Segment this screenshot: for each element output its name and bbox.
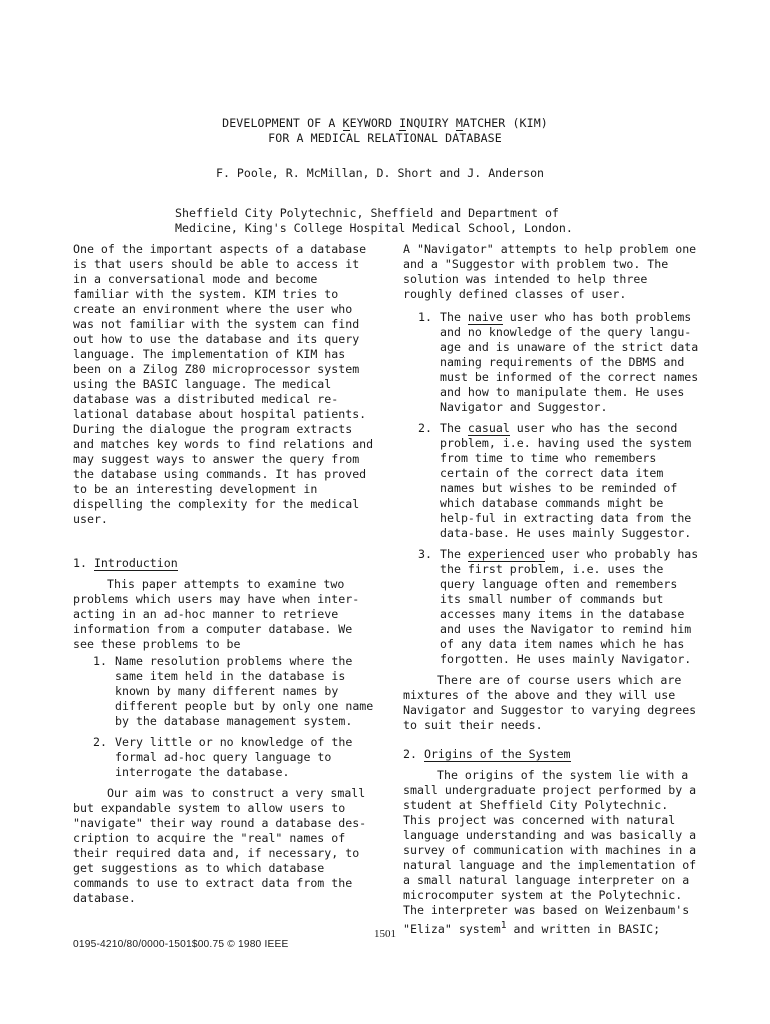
title-line-1: DEVELOPMENT OF A KEYWORD INQUIRY MATCHER (KIM) xyxy=(222,116,548,130)
section-heading-origins: 2. Origins of the System xyxy=(403,747,571,761)
list-item: 1. Name resolution problems where the same item held in the database is known by many different names by different people but by only one name by the database management system. xyxy=(93,654,374,728)
paper-title xyxy=(0,116,770,146)
affiliation-line-1: Sheffield City Polytechnic, Sheffield and Department of xyxy=(175,206,559,220)
problem-list xyxy=(73,654,375,780)
origins-paragraph: The origins of the system lie with a small undergraduate project performed by a student at Sheffield City Polytechnic. This project was concerned with natural language understanding and was basically a survey of communication with machines in a natural language and the implementation of a small natural language interpreter on a microcomputer system at the Polytechnic. The interpreter was based on Weizenbaum's "Eliza" system$^1$ and written in BASIC; xyxy=(403,768,697,936)
page-number: 1501 xyxy=(374,928,396,940)
affiliation xyxy=(175,206,735,236)
intro-paragraph-2: Our aim was to construct a very small but expandable system to allow users to "navigate" their way round a database des-cription to acquire the "real" names of their required data and, if necessary, to get suggestions as to which database commands to use to extract data from the database. xyxy=(73,786,367,905)
user-class-list xyxy=(403,310,703,667)
left-column xyxy=(73,242,375,906)
intro-paragraph-1: This paper attempts to examine two problems which users may have when inter-acting in an ad-hoc manner to retrieve information from a computer database. We see these problems to be xyxy=(73,577,360,651)
mixtures-paragraph: There are of course users which are mixtures of the above and they will use Navigator and Suggestor to varying degrees to suit their needs. xyxy=(403,673,697,732)
navigator-paragraph: A "Navigator" attempts to help problem one and a "Suggestor with problem two. The solution was intended to help three roughly defined classes of user. xyxy=(403,242,697,301)
abstract: One of the important aspects of a database is that users should be able to access it in a conversational mode and become familiar with the system. KIM tries to create an environment where the user who was not familiar with the system can find out how to use the database and its query language. The implementation of KIM has been on a Zilog Z80 microprocessor system using the BASIC language. The medical database was a distributed medical re-lational database about hospital patients. During the dialogue the program extracts and matches key words to find relations and may suggest ways to answer the query from the database using commands. It has proved to be an interesting development in dispelling the complexity for the medical user. xyxy=(73,242,374,526)
list-item: 3. The experienced user who probably has the first problem, i.e. uses the query language often and remembers its small number of commands but accesses many items in the database and uses the Navigator to remind him of any data item names which he has forgotten. He uses mainly Navigator. xyxy=(418,547,699,666)
section-heading-introduction: 1. Introduction xyxy=(73,556,178,570)
right-column xyxy=(403,242,703,937)
affiliation-line-2: Medicine, King's College Hospital Medical School, London. xyxy=(175,221,573,235)
list-item: 2. Very little or no knowledge of the formal ad-hoc query language to interrogate the database. xyxy=(93,735,353,779)
list-item: 2. The casual user who has the second problem, i.e. having used the system from time to time who remembers certain of the correct data item names but wishes to be reminded of which database commands might be help-ful in extracting data from the data-base. He uses mainly Suggestor. xyxy=(418,421,692,540)
title-line-2: FOR A MEDICAL RELATIONAL DATABASE xyxy=(268,131,502,145)
author-list: F. Poole, R. McMillan, D. Short and J. Anderson xyxy=(215,166,545,180)
copyright-line: 0195-4210/80/0000-1501$00.75 © 1980 IEEE xyxy=(73,939,289,950)
list-item: 1. The naive user who has both problems and no knowledge of the query langu-age and is unaware of the strict data naming requirements of the DBMS and must be informed of the correct names and how to manipulate them. He uses Navigator and Suggestor. xyxy=(418,310,699,414)
